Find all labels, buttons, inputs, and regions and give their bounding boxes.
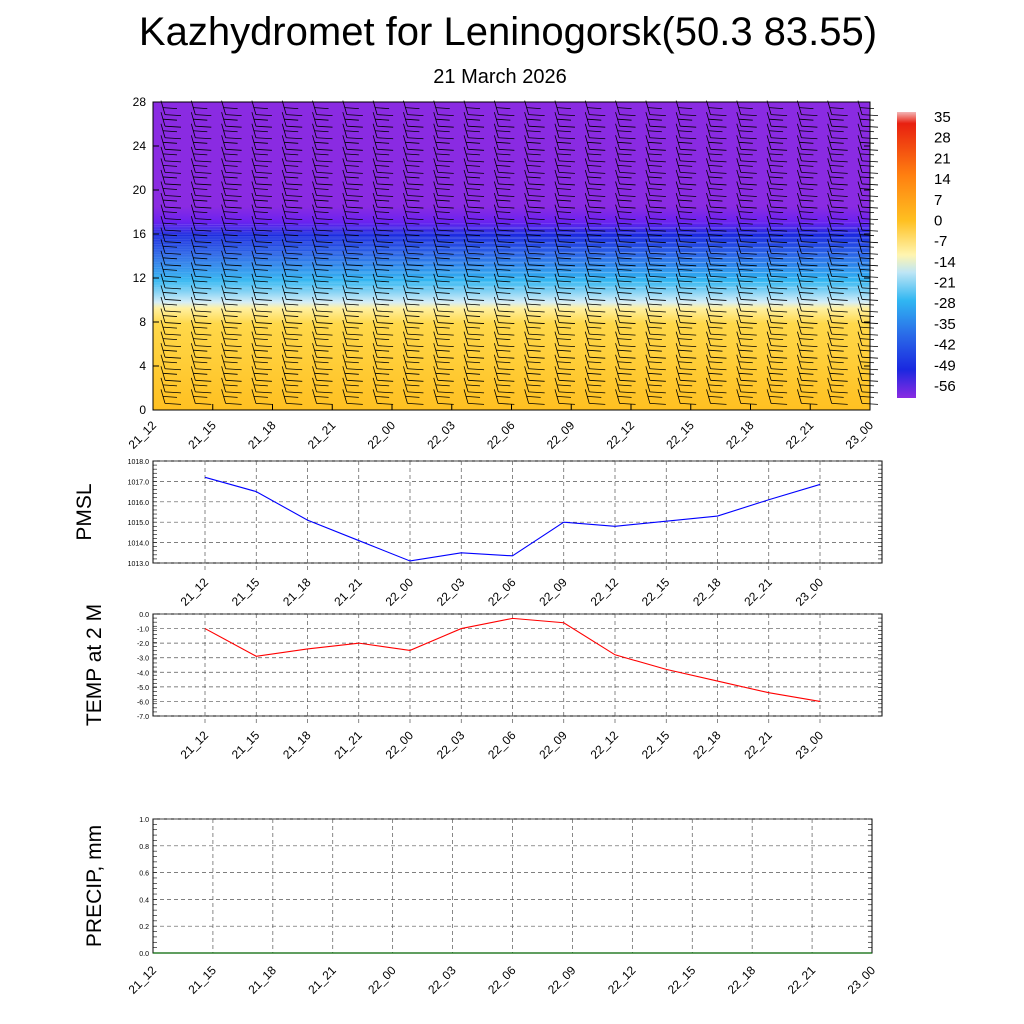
x-tick-label: 23_00 [792, 575, 827, 609]
x-tick-label: 22_15 [638, 728, 673, 762]
y-tick-label: 8 [139, 315, 146, 329]
x-tick-label: 22_06 [485, 728, 519, 762]
x-tick-label: 21_12 [177, 575, 212, 609]
temp-frame [153, 614, 882, 716]
colorbar-label: -14 [934, 253, 956, 271]
x-tick-label: 23_00 [842, 418, 877, 452]
colorbar-label: 21 [934, 150, 951, 168]
x-tick-label: 21_21 [331, 575, 365, 609]
x-tick-label: 22_09 [545, 963, 579, 997]
x-tick-label: 21_18 [245, 418, 279, 452]
y-tick-label: 1016.0 [127, 499, 149, 507]
x-tick-label: 22_09 [543, 418, 578, 452]
x-tick-label: 22_21 [784, 963, 819, 997]
x-tick-label: 21_18 [245, 963, 279, 997]
x-tick-label: 22_00 [382, 575, 417, 609]
y-tick-label: 0.4 [139, 897, 149, 905]
x-tick-label: 22_15 [663, 418, 697, 452]
y-tick-label: -1.0 [136, 626, 149, 634]
colorbar-label: -7 [934, 233, 948, 251]
y-tick-label: 1015.0 [127, 520, 149, 528]
x-tick-label: 22_06 [484, 418, 518, 452]
y-tick-label: 16 [132, 227, 146, 241]
y-tick-label: 0 [139, 403, 146, 417]
x-tick-label: 21_15 [185, 963, 220, 997]
y-tick-label: 1.0 [139, 817, 149, 824]
x-tick-label: 21_18 [280, 728, 314, 762]
y-tick-label: 0.6 [139, 870, 149, 878]
y-axis-label: PMSL [73, 483, 96, 541]
colorbar-label: 7 [934, 191, 943, 209]
x-tick-label: 21_15 [185, 418, 219, 452]
y-tick-label: 0.2 [139, 924, 149, 932]
x-tick-label: 21_12 [177, 728, 212, 762]
y-axis-label: PRECIP, mm [83, 824, 106, 948]
x-tick-label: 22_00 [382, 728, 417, 762]
pmsl-frame [153, 461, 882, 563]
x-tick-label: 21_21 [331, 728, 365, 762]
colorbar-label: 28 [934, 129, 951, 147]
colorbar-label: -21 [934, 274, 956, 292]
colorbar-label: -35 [934, 315, 956, 333]
x-tick-label: 22_03 [433, 728, 468, 762]
y-tick-label: 1014.0 [127, 540, 149, 548]
y-tick-label: -3.0 [136, 655, 149, 663]
y-tick-label: -6.0 [136, 699, 149, 707]
x-tick-label: 21_15 [228, 728, 263, 762]
x-tick-label: 22_21 [741, 575, 775, 609]
y-tick-label: -7.0 [136, 714, 149, 721]
x-tick-label: 22_21 [741, 728, 775, 762]
y-tick-label: 0.0 [139, 612, 149, 619]
x-tick-label: 21_21 [305, 963, 339, 997]
x-tick-label: 22_12 [587, 575, 622, 609]
x-tick-label: 22_12 [603, 418, 638, 452]
x-tick-label: 22_18 [690, 575, 724, 609]
y-axis-label: TEMP at 2 M [83, 603, 106, 727]
colorbar-label: -49 [934, 357, 956, 375]
y-tick-label: 4 [139, 359, 146, 373]
x-tick-label: 23_00 [792, 728, 827, 762]
x-tick-label: 21_21 [304, 418, 339, 452]
colorbar-label: -42 [934, 336, 956, 354]
x-tick-label: 22_03 [424, 418, 458, 452]
y-tick-label: 1017.0 [127, 479, 149, 487]
x-tick-label: 22_18 [690, 728, 724, 762]
x-tick-label: 21_12 [125, 963, 160, 997]
x-tick-label: 22_18 [724, 963, 759, 997]
colorbar-label: -56 [934, 378, 956, 395]
colorbar [897, 112, 916, 398]
colorbar-label: 0 [934, 212, 943, 230]
x-tick-label: 22_12 [587, 728, 622, 762]
x-tick-label: 21_15 [228, 575, 263, 609]
x-tick-label: 22_03 [433, 575, 468, 609]
x-tick-label: 22_12 [604, 963, 639, 997]
colorbar-label: 14 [934, 171, 951, 189]
x-tick-label: 22_15 [664, 963, 699, 997]
y-tick-label: 0.0 [139, 951, 149, 958]
colorbar-label: -28 [934, 295, 956, 313]
y-tick-label: -4.0 [136, 670, 149, 678]
colorbar-label: 35 [934, 109, 951, 126]
y-tick-label: 28 [132, 95, 146, 109]
y-tick-label: -2.0 [136, 641, 149, 649]
y-tick-label: 0.8 [139, 843, 149, 851]
x-tick-label: 21_18 [280, 575, 314, 609]
x-tick-label: 22_06 [485, 575, 519, 609]
x-tick-label: 22_03 [425, 963, 459, 997]
x-tick-label: 22_15 [638, 575, 673, 609]
page-subtitle: 21 March 2026 [433, 66, 567, 88]
x-tick-label: 22_18 [723, 418, 757, 452]
y-tick-label: 1018.0 [127, 459, 149, 466]
x-tick-label: 22_00 [365, 963, 399, 997]
x-tick-label: 22_21 [782, 418, 817, 452]
x-tick-label: 21_12 [125, 418, 160, 452]
y-tick-label: 12 [132, 271, 146, 285]
y-tick-label: 1013.0 [127, 561, 149, 568]
y-tick-label: -5.0 [136, 684, 149, 692]
x-tick-label: 23_00 [844, 963, 879, 997]
y-tick-label: 24 [132, 139, 146, 153]
page-title: Kazhydromet for Leninogorsk(50.3 83.55) [138, 10, 878, 54]
x-tick-label: 22_09 [536, 728, 570, 762]
x-tick-label: 22_06 [485, 963, 519, 997]
x-tick-label: 22_00 [364, 418, 399, 452]
y-tick-label: 20 [132, 183, 146, 197]
x-tick-label: 22_09 [536, 575, 570, 609]
